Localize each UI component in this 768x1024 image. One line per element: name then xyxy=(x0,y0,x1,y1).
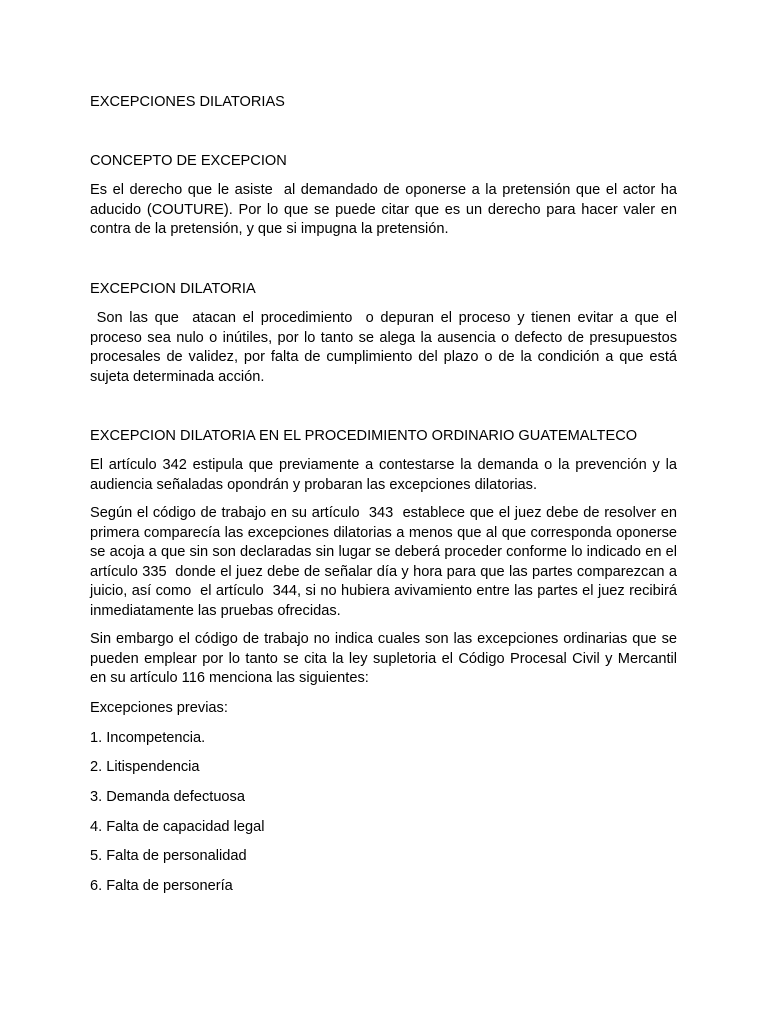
paragraph-ley-supletoria: Sin embargo el código de trabajo no indica cuales son las excepciones ordinarias que se pueden emplear por lo tanto se cita la ley supletoria el Código Procesal Civil y Mercantil en su artículo 116 menciona las siguientes: xyxy=(90,631,682,687)
section-heading-procedimiento-ordinario: EXCEPCION DILATORIA EN EL PROCEDIMIENTO ORDINARIO GUATEMALTECO xyxy=(90,428,638,444)
list-item: 2. Litispendencia xyxy=(90,759,200,775)
list-item: 4. Falta de capacidad legal xyxy=(90,819,265,835)
list-item: 6. Falta de personería xyxy=(90,878,233,894)
paragraph-codigo-trabajo: Según el código de trabajo en su artículo 343 establece que el juez debe de resolver en primera comparecía las excepciones dilatorias a menos que al que corresponda oponerse se acoja a que sin son declaradas sin lugar se deberá proceder conforme lo indicado en el artículo 335 donde el juez debe de señalar día y hora para que las partes comparezcan a juicio, así como el artículo 344, si no hubiera avivamiento entre las partes el juez recibirá inmediatamente las pruebas ofrecidas. xyxy=(90,505,682,619)
document-title: EXCEPCIONES DILATORIAS xyxy=(90,94,285,110)
section-heading-concepto: CONCEPTO DE EXCEPCION xyxy=(90,153,287,169)
list-item: 5. Falta de personalidad xyxy=(90,848,247,864)
list-item: 1. Incompetencia. xyxy=(90,730,206,746)
list-intro: Excepciones previas: xyxy=(90,700,228,716)
paragraph-excepcion-dilatoria: Son las que atacan el procedimiento o depuran el proceso y tienen evitar a que el proceso sea nulo o inútiles, por lo tanto se alega la ausencia o defecto de presupuestos procesales de validez, por falta de cumplimiento del plazo o de la condición a que está sujeta determinada acción. xyxy=(90,310,682,385)
paragraph-articulo-342: El artículo 342 estipula que previamente a contestarse la demanda o la prevención y la audiencia señaladas opondrán y probaran las excepciones dilatorias. xyxy=(90,457,682,493)
paragraph-concepto: Es el derecho que le asiste al demandado de oponerse a la pretensión que el actor ha aducido (COUTURE). Por lo que se puede citar que es un derecho para hacer valer en contra de la pretensión, y que si impugna la pretensión. xyxy=(90,182,682,238)
section-heading-excepcion-dilatoria: EXCEPCION DILATORIA xyxy=(90,281,256,297)
document-page xyxy=(90,0,682,1024)
list-item: 3. Demanda defectuosa xyxy=(90,789,245,805)
